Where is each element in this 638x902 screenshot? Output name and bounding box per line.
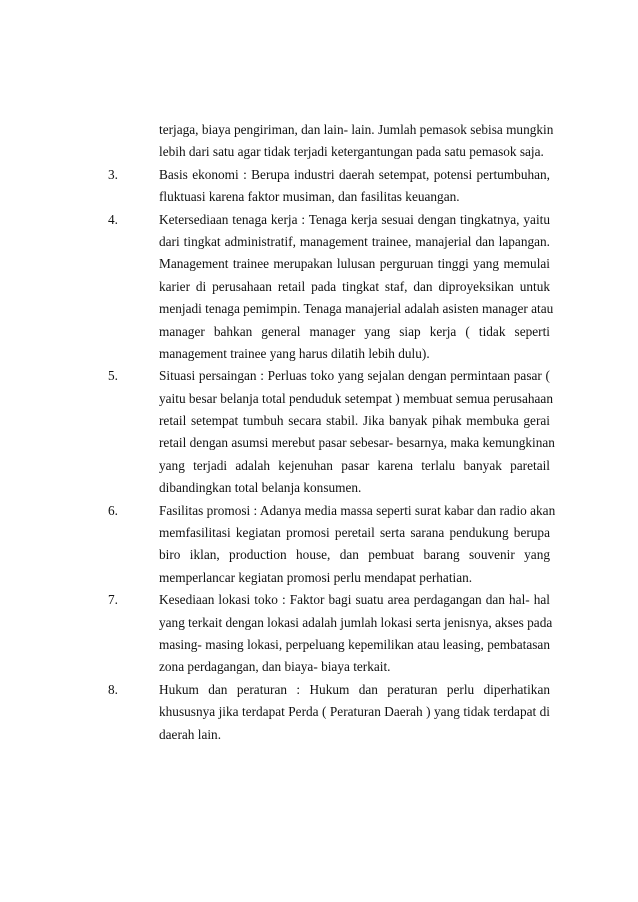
- text-line: memperlancar kegiatan promosi perlu mendapat perhatian.: [159, 569, 473, 585]
- text-line: Basis ekonomi : Berupa industri daerah setempat, potensi pertumbuhan,: [159, 166, 550, 182]
- text-line: retail setempat tumbuh secara stabil. Jika banyak pihak membuka gerai: [159, 413, 550, 429]
- text-line: retail dengan asumsi merebut pasar sebesar- besarnya, maka kemungkinan: [159, 435, 555, 451]
- item-number: 3.: [108, 166, 118, 182]
- list-item-5: [108, 365, 555, 499]
- list-item-4: [108, 209, 554, 366]
- text-line: yaitu besar belanja total penduduk setempat ) membuat semua perusahaan: [159, 390, 553, 406]
- continuation-paragraph: [135, 119, 554, 164]
- text-line: terjaga, biaya pengiriman, dan lain- lain. Jumlah pemasok sebisa mungkin: [159, 122, 554, 137]
- list-item-7: [108, 589, 553, 679]
- text-line: zona perdagangan, dan biaya- biaya terkait.: [159, 659, 391, 675]
- text-line: khususnya jika terdapat Perda ( Peraturan Daerah ) yang tidak terdapat di: [159, 704, 550, 720]
- item-number: 4.: [108, 211, 118, 227]
- text-line: yang terjadi adalah kejenuhan pasar karena terlalu banyak paretail: [159, 457, 550, 473]
- text-line: masing- masing lokasi, perpeluang kepemilikan atau leasing, pembatasan: [159, 636, 550, 652]
- text-line: Situasi persaingan : Perluas toko yang sejalan dengan permintaan pasar (: [159, 368, 550, 384]
- item-number: 7.: [108, 592, 118, 608]
- item-number: 5.: [108, 368, 118, 384]
- text-line: yang terkait dengan lokasi adalah jumlah lokasi serta jenisnya, akses pada: [159, 614, 553, 630]
- item-number: 8.: [108, 681, 118, 697]
- text-line: biro iklan, production house, dan pembuat barang souvenir yang: [159, 547, 550, 563]
- text-line: fluktuasi karena faktor musiman, dan fasilitas keuangan.: [159, 189, 460, 205]
- text-line: Ketersediaan tenaga kerja : Tenaga kerja sesuai dengan tingkatnya, yaitu: [159, 211, 550, 227]
- item-number: 6.: [108, 502, 118, 518]
- list-item-3: [108, 164, 550, 209]
- text-line: dari tingkat administratif, management trainee, manajerial dan lapangan.: [159, 233, 550, 249]
- text-line: manager bahkan general manager yang siap kerja ( tidak seperti: [159, 323, 550, 339]
- text-line: Kesediaan lokasi toko : Faktor bagi suatu area perdagangan dan hal- hal: [159, 592, 550, 608]
- text-line: Fasilitas promosi : Adanya media massa seperti surat kabar dan radio akan: [159, 502, 556, 518]
- text-line: daerah lain.: [159, 726, 222, 742]
- text-line: menjadi tenaga pemimpin. Tenaga manajerial adalah asisten manager atau: [159, 301, 554, 317]
- list-item-8: [108, 679, 550, 746]
- text-line: Hukum dan peraturan : Hukum dan peraturan perlu diperhatikan: [159, 681, 550, 697]
- text-line: management trainee yang harus dilatih lebih dulu).: [159, 345, 430, 361]
- list-item-6: [108, 500, 556, 590]
- text-line: memfasilitasi kegiatan promosi peretail serta sarana pendukung berupa: [159, 525, 550, 541]
- text-line: Management trainee merupakan lulusan perguruan tinggi yang memulai: [159, 256, 550, 272]
- text-line: lebih dari satu agar tidak terjadi ketergantungan pada satu pemasok saja.: [159, 144, 544, 160]
- text-line: karier di perusahaan retail pada tingkat staf, dan diproyeksikan untuk: [159, 278, 550, 294]
- page-content: [108, 119, 556, 746]
- text-line: dibandingkan total belanja konsumen.: [159, 480, 362, 496]
